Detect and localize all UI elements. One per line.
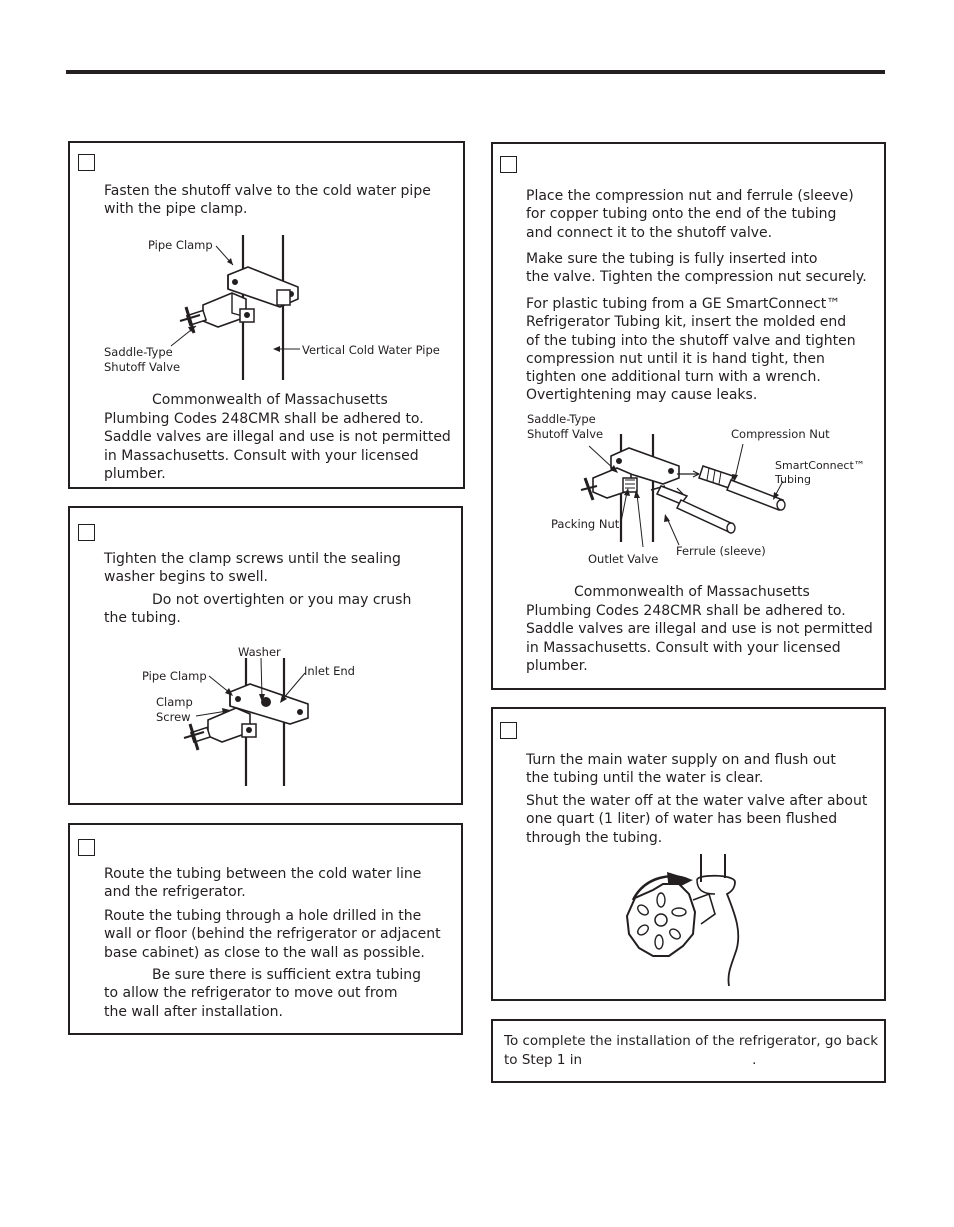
step-instruction-2: Route the tubing through a hole drilled in the wall or floor (behind the refrigerator or adjacent base cabinet) as close to the wall as possible. (104, 908, 441, 961)
outlet-valve-label: Outlet Valve (588, 552, 659, 566)
packing-nut-label: Packing Nut (551, 517, 620, 531)
compression-nut-label: Compression Nut (731, 427, 830, 441)
massachusetts-note: Commonwealth of Massachusetts Plumbing Codes 248CMR shall be adhered to. Saddle valves are illegal and use is not permitted in Massachusetts. Consult with your licensed plumber. (104, 392, 451, 482)
step-instruction-1: Route the tubing between the cold water line and the refrigerator. (104, 866, 422, 901)
washer-label: Washer (238, 645, 281, 659)
step-instruction-1: Turn the main water supply on and flush out the tubing until the water is clear. (526, 752, 836, 787)
massachusetts-note: Commonwealth of Massachusetts Plumbing Codes 248CMR shall be adhered to. Saddle valves are illegal and use is not permitted in Massachusetts. Consult with your licensed plumber. (526, 584, 873, 674)
step-instruction-3: For plastic tubing from a GE SmartConnect™ Refrigerator Tubing kit, insert the molded end of the tubing into the shutoff valve and tighten compression nut until it is hand tight, then tighten one additional turn with a wrench. Overtightening may cause leaks. (526, 296, 856, 404)
saddle-valve-label: Saddle-Type Shutoff Valve (527, 412, 604, 441)
step-fasten-valve-panel (68, 141, 465, 489)
pipe-clamp-label: Pipe Clamp (148, 238, 213, 252)
step-route-tubing-panel (68, 823, 463, 1035)
completion-note-panel (491, 1019, 886, 1083)
step-flush-tubing-panel (491, 707, 886, 1001)
clamp-screw-label: Clamp Screw (156, 695, 193, 724)
smartconnect-tubing-label: SmartConnect™ Tubing (775, 459, 865, 486)
header-rule (66, 70, 885, 74)
step-instruction: Fasten the shutoff valve to the cold water pipe with the pipe clamp. (104, 183, 431, 218)
step-checkbox[interactable] (78, 839, 95, 856)
ferrule-label: Ferrule (sleeve) (676, 544, 766, 558)
completion-instruction: To complete the installation of the refrigerator, go back to Step 1 in . (504, 1033, 879, 1068)
saddle-valve-label: Saddle-Type Shutoff Valve (104, 345, 181, 374)
inlet-end-label: Inlet End (304, 664, 355, 678)
step-tighten-clamp-panel (68, 506, 463, 805)
caution-note: Be sure there is sufficient extra tubing to allow the refrigerator to move out from the wall after installation. (104, 967, 422, 1020)
water-valve-handle-illustration (623, 854, 753, 994)
step-instruction-1: Place the compression nut and ferrule (sleeve) for copper tubing onto the end of the tubing and connect it to the shutoff valve. (526, 188, 854, 241)
pipe-clamp-label: Pipe Clamp (142, 669, 207, 683)
caution-note: Do not overtighten or you may crush the tubing. (104, 592, 412, 627)
vertical-pipe-label: Vertical Cold Water Pipe (302, 343, 440, 357)
step-connect-tubing-panel (491, 142, 886, 690)
step-instruction: Tighten the clamp screws until the sealing washer begins to swell. (104, 551, 401, 586)
step-checkbox[interactable] (500, 722, 517, 739)
step-instruction-2: Make sure the tubing is fully inserted into the valve. Tighten the compression nut securely. (526, 251, 867, 286)
step-instruction-2: Shut the water off at the water valve after about one quart (1 liter) of water has been flushed through the tubing. (526, 793, 868, 846)
